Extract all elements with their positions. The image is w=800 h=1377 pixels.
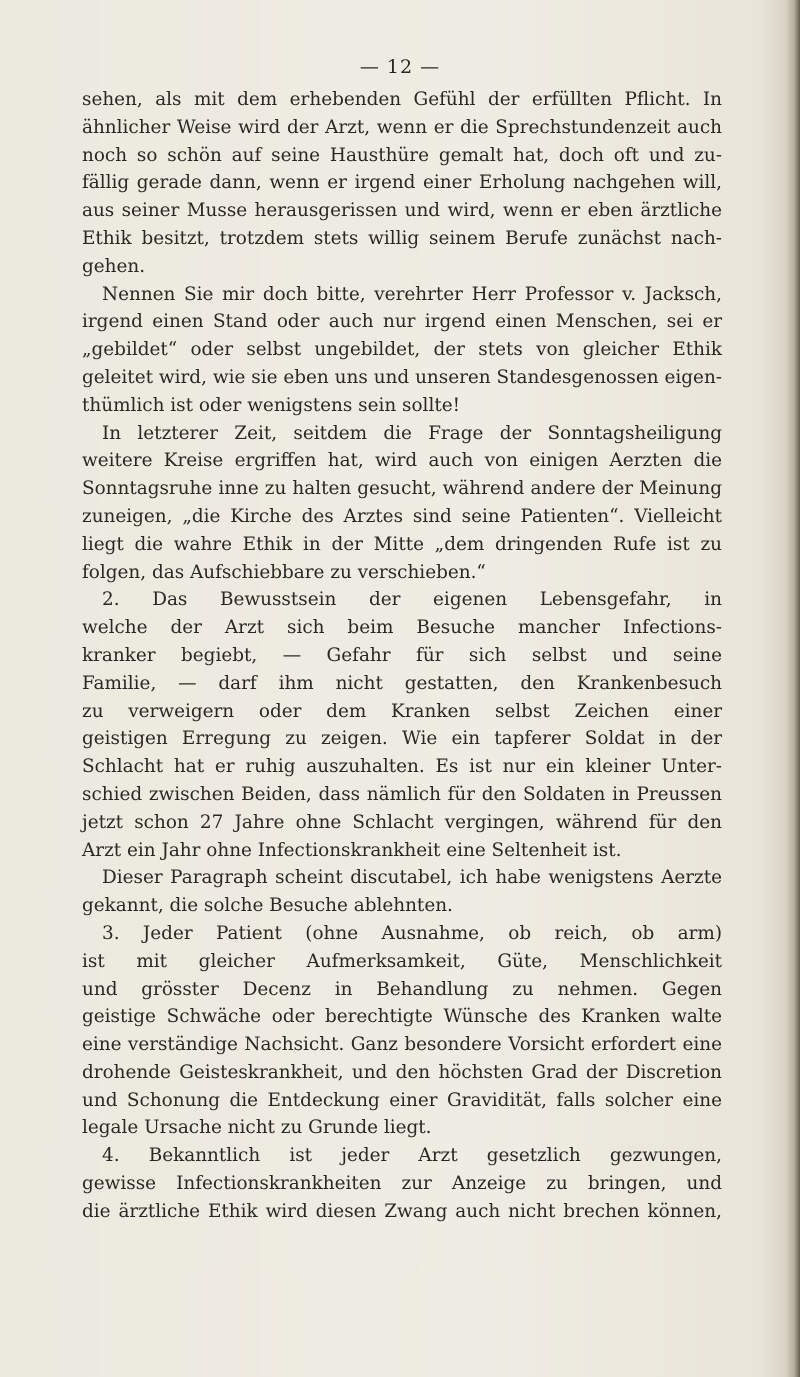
text-line: weitere Kreise ergriffen hat, wird auch von einigen Aerzten die — [82, 450, 722, 472]
text-line: „gebildet“ oder selbst ungebildet, der stets von gleicher Ethik — [82, 339, 722, 361]
text-line: und grösster Decenz in Behandlung zu nehmen. Gegen — [82, 978, 722, 1000]
text-line: Arzt ein Jahr ohne Infectionskrankheit eine Seltenheit ist. — [82, 839, 622, 861]
text-line: Sonntagsruhe inne zu halten gesucht, während andere der Meinung — [82, 478, 722, 500]
text-line: eine verständige Nachsicht. Ganz besondere Vorsicht erfordert eine — [82, 1034, 722, 1056]
body-text — [82, 86, 722, 1226]
text-line: die ärztliche Ethik wird diesen Zwang auch nicht brechen können, — [82, 1200, 722, 1222]
text-line: geistige Schwäche oder berechtigte Wünsche des Kranken walte — [82, 1006, 722, 1028]
text-line: sehen, als mit dem erhebenden Gefühl der erfüllten Pflicht. In — [82, 89, 722, 110]
text-line: liegt die wahre Ethik in der Mitte „dem dringenden Rufe ist zu — [82, 533, 722, 555]
text-line: zuneigen, „die Kirche des Arztes sind seine Patienten“. Vielleicht — [82, 505, 722, 527]
text-line: noch so schön auf seine Hausthüre gemalt hat, doch oft und zu- — [82, 144, 722, 166]
text-line: In letzterer Zeit, seitdem die Frage der Sonntagsheiligung — [102, 422, 722, 444]
page-edge-shadow — [786, 0, 800, 1377]
text-line: 3. Jeder Patient (ohne Ausnahme, ob reich, ob arm) — [102, 922, 722, 944]
text-line: gekannt, die solche Besuche ablehnten. — [82, 895, 453, 917]
text-line: kranker begiebt, — Gefahr für sich selbst und seine — [82, 644, 722, 666]
text-line: und Schonung die Entdeckung einer Gravidität, falls solcher eine — [82, 1089, 722, 1111]
text-line: folgen, das Aufschiebbare zu verschieben.“ — [82, 561, 486, 583]
text-line: geistigen Erregung zu zeigen. Wie ein tapferer Soldat in der — [82, 728, 722, 750]
text-line: Ethik besitzt, trotzdem stets willig seinem Berufe zunächst nach- — [82, 227, 722, 249]
text-line: ist mit gleicher Aufmerksamkeit, Güte, Menschlichkeit — [82, 950, 722, 972]
text-line: legale Ursache nicht zu Grunde liegt. — [82, 1117, 432, 1139]
text-line: ähnlicher Weise wird der Arzt, wenn er die Sprechstundenzeit auch — [82, 116, 722, 138]
text-line: drohende Geisteskrankheit, und den höchsten Grad der Discretion — [82, 1061, 722, 1083]
text-line: gewisse Infectionskrankheiten zur Anzeige zu bringen, und — [82, 1173, 722, 1195]
text-line: jetzt schon 27 Jahre ohne Schlacht vergingen, während für den — [82, 811, 722, 833]
page-number: — 12 — — [359, 56, 441, 78]
text-line: zu verweigern oder dem Kranken selbst Zeichen einer — [82, 700, 722, 722]
text-line: Familie, — darf ihm nicht gestatten, den Krankenbesuch — [82, 672, 722, 694]
text-line: Schlacht hat er ruhig auszuhalten. Es ist nur ein kleiner Unter- — [82, 756, 722, 778]
text-line: 4. Bekanntlich ist jeder Arzt gesetzlich gezwungen, — [102, 1145, 722, 1167]
text-line: Dieser Paragraph scheint discutabel, ich habe wenigstens Aerzte — [102, 867, 722, 889]
text-line: fällig gerade dann, wenn er irgend einer Erholung nachgehen will, — [82, 172, 722, 194]
text-line: thümlich ist oder wenigstens sein sollte! — [82, 394, 460, 416]
text-line: geleitet wird, wie sie eben uns und unseren Standesgenossen eigen- — [82, 366, 722, 388]
text-line: aus seiner Musse herausgerissen und wird, wenn er eben ärztliche — [82, 200, 722, 222]
text-line: 2. Das Bewusstsein der eigenen Lebensgefahr, in — [102, 589, 722, 611]
text-line: irgend einen Stand oder auch nur irgend einen Menschen, sei er — [82, 311, 722, 333]
text-line: schied zwischen Beiden, dass nämlich für den Soldaten in Preussen — [82, 783, 722, 805]
text-line: welche der Arzt sich beim Besuche mancher Infections- — [82, 617, 722, 639]
text-line: Nennen Sie mir doch bitte, verehrter Herr Professor v. Jacksch, — [102, 283, 722, 305]
text-line: gehen. — [82, 255, 146, 277]
